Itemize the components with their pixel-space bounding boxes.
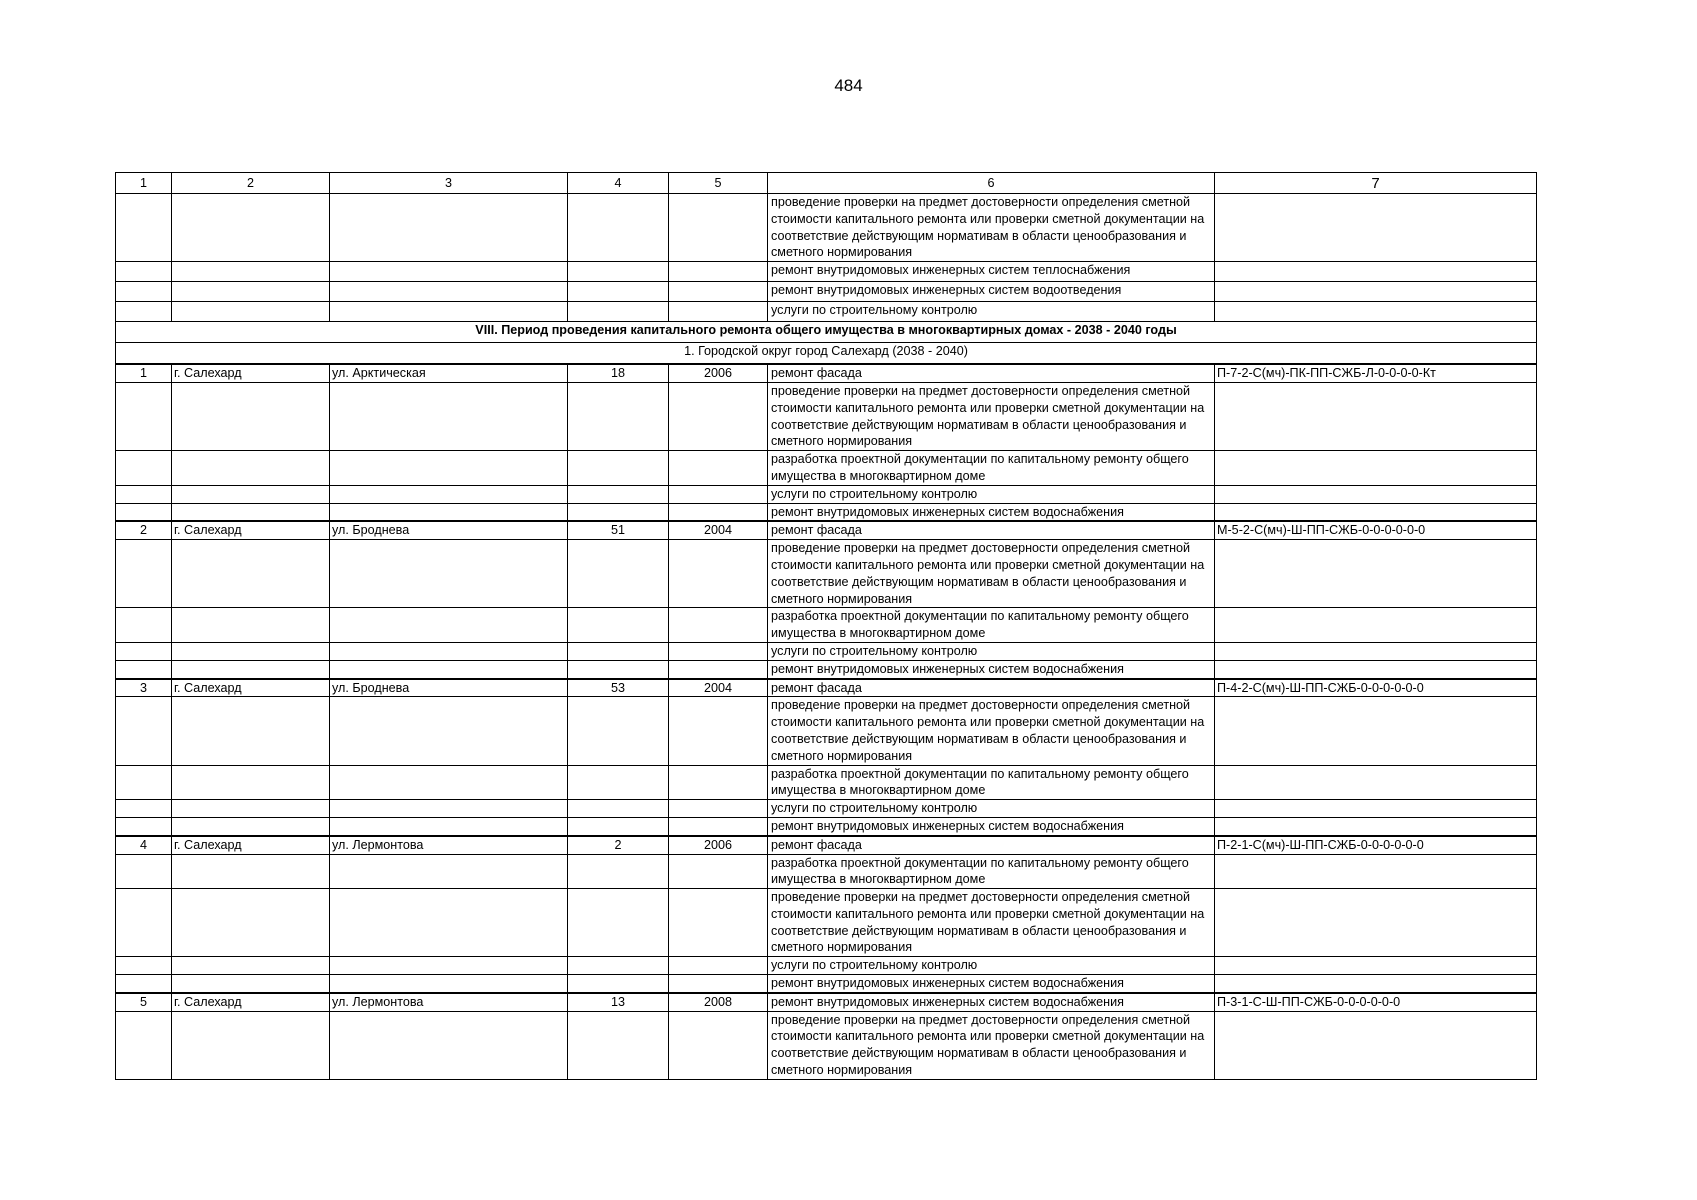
empty-cell — [172, 503, 330, 521]
empty-cell — [116, 1011, 172, 1079]
empty-cell — [568, 485, 669, 503]
object-code-cell: П-4-2-С(мч)-Ш-ПП-СЖБ-0-0-0-0-0-0 — [1215, 679, 1537, 697]
empty-cell — [669, 485, 768, 503]
house-number-cell: 18 — [568, 364, 669, 382]
empty-cell — [330, 642, 568, 660]
work-type-cell: услуги по строительному контролю — [768, 642, 1215, 660]
municipality-cell: г. Салехард — [172, 993, 330, 1011]
empty-cell — [669, 282, 768, 302]
empty-cell — [172, 540, 330, 608]
header-row — [116, 173, 1537, 194]
house-number-cell: 13 — [568, 993, 669, 1011]
work-type-cell: ремонт фасада — [768, 521, 1215, 539]
street-cell: ул. Арктическая — [330, 364, 568, 382]
street-cell: ул. Лермонтова — [330, 993, 568, 1011]
build-year-cell: 2004 — [669, 521, 768, 539]
empty-cell — [172, 608, 330, 643]
empty-cell — [172, 282, 330, 302]
empty-cell — [568, 957, 669, 975]
empty-cell — [669, 889, 768, 957]
house-row — [116, 679, 1537, 697]
object-code-cell — [1215, 282, 1537, 302]
work-type-cell: разработка проектной документации по капитальному ремонту общего имущества в многоквартирном доме — [768, 451, 1215, 486]
empty-cell — [568, 608, 669, 643]
work-type-cell: проведение проверки на предмет достоверности определения сметной стоимости капитального ремонта или проверки сметной документации на соответствие действующим нормативам в области ценообразования и сметного нормирования — [768, 889, 1215, 957]
empty-cell — [330, 503, 568, 521]
empty-cell — [669, 262, 768, 282]
empty-cell — [568, 540, 669, 608]
object-code-cell — [1215, 302, 1537, 322]
work-type-cell: ремонт внутридомовых инженерных систем водоснабжения — [768, 817, 1215, 835]
build-year-cell: 2004 — [669, 679, 768, 697]
empty-cell — [568, 1011, 669, 1079]
empty-cell — [116, 382, 172, 450]
empty-cell — [330, 817, 568, 835]
work-type-cell: ремонт внутридомовых инженерных систем теплоснабжения — [768, 262, 1215, 282]
table-row — [116, 540, 1537, 608]
object-code-cell — [1215, 540, 1537, 608]
empty-cell — [330, 282, 568, 302]
empty-cell — [330, 608, 568, 643]
work-type-cell: разработка проектной документации по капитальному ремонту общего имущества в многоквартирном доме — [768, 854, 1215, 889]
empty-cell — [172, 1011, 330, 1079]
empty-cell — [568, 262, 669, 282]
empty-cell — [568, 765, 669, 800]
empty-cell — [669, 854, 768, 889]
object-code-cell — [1215, 262, 1537, 282]
work-type-cell: услуги по строительному контролю — [768, 302, 1215, 322]
empty-cell — [330, 854, 568, 889]
work-type-cell: ремонт внутридомовых инженерных систем водоснабжения — [768, 975, 1215, 993]
empty-cell — [669, 817, 768, 835]
empty-cell — [172, 485, 330, 503]
empty-cell — [330, 302, 568, 322]
row-number-cell: 3 — [116, 679, 172, 697]
empty-cell — [568, 382, 669, 450]
empty-cell — [116, 957, 172, 975]
subsection-title: 1. Городской округ город Салехард (2038 - 2040) — [116, 343, 1537, 365]
empty-cell — [116, 451, 172, 486]
subsection-title-row — [116, 343, 1537, 365]
empty-cell — [172, 302, 330, 322]
table-row — [116, 382, 1537, 450]
empty-cell — [669, 608, 768, 643]
work-type-cell: проведение проверки на предмет достоверности определения сметной стоимости капитального ремонта или проверки сметной документации на соответствие действующим нормативам в области ценообразования и сметного нормирования — [768, 382, 1215, 450]
work-type-cell: ремонт фасада — [768, 364, 1215, 382]
empty-cell — [330, 697, 568, 765]
empty-cell — [330, 800, 568, 818]
object-code-cell — [1215, 382, 1537, 450]
empty-cell — [669, 1011, 768, 1079]
empty-cell — [669, 660, 768, 678]
object-code-cell — [1215, 194, 1537, 262]
empty-cell — [330, 660, 568, 678]
row-number-cell: 1 — [116, 364, 172, 382]
empty-cell — [330, 765, 568, 800]
empty-cell — [330, 957, 568, 975]
empty-cell — [568, 642, 669, 660]
work-type-cell: ремонт внутридомовых инженерных систем водоснабжения — [768, 660, 1215, 678]
empty-cell — [116, 889, 172, 957]
empty-cell — [568, 889, 669, 957]
header-cell-7: 7 — [1215, 173, 1537, 194]
table-row — [116, 800, 1537, 818]
empty-cell — [116, 975, 172, 993]
house-row — [116, 993, 1537, 1011]
empty-cell — [568, 697, 669, 765]
object-code-cell: П-7-2-С(мч)-ПК-ПП-СЖБ-Л-0-0-0-0-Кт — [1215, 364, 1537, 382]
table-row — [116, 765, 1537, 800]
empty-cell — [669, 765, 768, 800]
object-code-cell — [1215, 957, 1537, 975]
street-cell: ул. Броднева — [330, 521, 568, 539]
empty-cell — [172, 660, 330, 678]
municipality-cell: г. Салехард — [172, 679, 330, 697]
work-type-cell: ремонт внутридомовых инженерных систем водоснабжения — [768, 503, 1215, 521]
object-code-cell — [1215, 451, 1537, 486]
empty-cell — [568, 451, 669, 486]
empty-cell — [116, 302, 172, 322]
empty-cell — [116, 642, 172, 660]
empty-cell — [330, 540, 568, 608]
table-row — [116, 451, 1537, 486]
empty-cell — [172, 194, 330, 262]
table-row — [116, 1011, 1537, 1079]
header-cell-4: 4 — [568, 173, 669, 194]
work-type-cell: ремонт фасада — [768, 836, 1215, 854]
header-cell-1: 1 — [116, 173, 172, 194]
table-row — [116, 660, 1537, 678]
empty-cell — [669, 642, 768, 660]
table-row — [116, 262, 1537, 282]
empty-cell — [116, 262, 172, 282]
empty-cell — [116, 854, 172, 889]
work-type-cell: разработка проектной документации по капитальному ремонту общего имущества в многоквартирном доме — [768, 608, 1215, 643]
empty-cell — [172, 262, 330, 282]
object-code-cell: П-2-1-С(мч)-Ш-ПП-СЖБ-0-0-0-0-0-0 — [1215, 836, 1537, 854]
empty-cell — [568, 854, 669, 889]
row-number-cell: 2 — [116, 521, 172, 539]
table-row — [116, 817, 1537, 835]
work-type-cell: ремонт внутридомовых инженерных систем водоотведения — [768, 282, 1215, 302]
object-code-cell — [1215, 485, 1537, 503]
house-row — [116, 364, 1537, 382]
empty-cell — [330, 485, 568, 503]
table-row — [116, 485, 1537, 503]
empty-cell — [669, 800, 768, 818]
work-type-cell: услуги по строительному контролю — [768, 485, 1215, 503]
house-number-cell: 53 — [568, 679, 669, 697]
table-row — [116, 697, 1537, 765]
empty-cell — [669, 957, 768, 975]
empty-cell — [330, 382, 568, 450]
empty-cell — [568, 503, 669, 521]
object-code-cell — [1215, 817, 1537, 835]
empty-cell — [116, 765, 172, 800]
object-code-cell — [1215, 1011, 1537, 1079]
empty-cell — [172, 854, 330, 889]
build-year-cell: 2008 — [669, 993, 768, 1011]
table-row — [116, 503, 1537, 521]
object-code-cell — [1215, 660, 1537, 678]
municipality-cell: г. Салехард — [172, 364, 330, 382]
empty-cell — [568, 282, 669, 302]
object-code-cell — [1215, 697, 1537, 765]
header-cell-5: 5 — [669, 173, 768, 194]
work-type-cell: проведение проверки на предмет достоверности определения сметной стоимости капитального ремонта или проверки сметной документации на соответствие действующим нормативам в области ценообразования и сметного нормирования — [768, 194, 1215, 262]
empty-cell — [669, 382, 768, 450]
row-number-cell: 4 — [116, 836, 172, 854]
table-row — [116, 302, 1537, 322]
empty-cell — [669, 540, 768, 608]
empty-cell — [568, 194, 669, 262]
empty-cell — [172, 451, 330, 486]
empty-cell — [116, 540, 172, 608]
empty-cell — [669, 302, 768, 322]
object-code-cell — [1215, 975, 1537, 993]
build-year-cell: 2006 — [669, 836, 768, 854]
empty-cell — [669, 697, 768, 765]
object-code-cell — [1215, 854, 1537, 889]
work-type-cell: проведение проверки на предмет достоверности определения сметной стоимости капитального ремонта или проверки сметной документации на соответствие действующим нормативам в области ценообразования и сметного нормирования — [768, 1011, 1215, 1079]
table-row — [116, 854, 1537, 889]
house-row — [116, 521, 1537, 539]
empty-cell — [330, 194, 568, 262]
street-cell: ул. Броднева — [330, 679, 568, 697]
empty-cell — [116, 282, 172, 302]
page-number: 484 — [834, 76, 863, 95]
empty-cell — [568, 975, 669, 993]
table-row — [116, 194, 1537, 262]
empty-cell — [330, 451, 568, 486]
house-number-cell: 51 — [568, 521, 669, 539]
build-year-cell: 2006 — [669, 364, 768, 382]
empty-cell — [568, 800, 669, 818]
empty-cell — [116, 660, 172, 678]
work-type-cell: ремонт внутридомовых инженерных систем водоснабжения — [768, 993, 1215, 1011]
table-row — [116, 608, 1537, 643]
header-cell-6: 6 — [768, 173, 1215, 194]
object-code-cell — [1215, 765, 1537, 800]
object-code-cell — [1215, 503, 1537, 521]
house-row — [116, 836, 1537, 854]
table-row — [116, 957, 1537, 975]
street-cell: ул. Лермонтова — [330, 836, 568, 854]
empty-cell — [669, 503, 768, 521]
empty-cell — [669, 194, 768, 262]
work-type-cell: ремонт фасада — [768, 679, 1215, 697]
municipality-cell: г. Салехард — [172, 521, 330, 539]
empty-cell — [116, 485, 172, 503]
object-code-cell — [1215, 889, 1537, 957]
empty-cell — [568, 817, 669, 835]
header-cell-3: 3 — [330, 173, 568, 194]
empty-cell — [568, 302, 669, 322]
object-code-cell: М-5-2-С(мч)-Ш-ПП-СЖБ-0-0-0-0-0-0 — [1215, 521, 1537, 539]
empty-cell — [172, 382, 330, 450]
row-number-cell: 5 — [116, 993, 172, 1011]
work-type-cell: услуги по строительному контролю — [768, 800, 1215, 818]
empty-cell — [116, 817, 172, 835]
empty-cell — [116, 608, 172, 643]
table-row — [116, 642, 1537, 660]
empty-cell — [330, 1011, 568, 1079]
work-type-cell: проведение проверки на предмет достоверности определения сметной стоимости капитального ремонта или проверки сметной документации на соответствие действующим нормативам в области ценообразования и сметного нормирования — [768, 540, 1215, 608]
empty-cell — [330, 889, 568, 957]
empty-cell — [116, 800, 172, 818]
table-row — [116, 282, 1537, 302]
empty-cell — [172, 697, 330, 765]
repair-schedule-table — [115, 172, 1537, 1080]
empty-cell — [172, 975, 330, 993]
empty-cell — [172, 957, 330, 975]
house-number-cell: 2 — [568, 836, 669, 854]
table-row — [116, 975, 1537, 993]
empty-cell — [172, 642, 330, 660]
work-type-cell: разработка проектной документации по капитальному ремонту общего имущества в многоквартирном доме — [768, 765, 1215, 800]
work-type-cell: услуги по строительному контролю — [768, 957, 1215, 975]
section-title: VIII. Период проведения капитального ремонта общего имущества в многоквартирных домах - 2038 - 2040 годы — [116, 322, 1537, 343]
empty-cell — [172, 889, 330, 957]
empty-cell — [116, 503, 172, 521]
object-code-cell — [1215, 642, 1537, 660]
empty-cell — [568, 660, 669, 678]
empty-cell — [116, 194, 172, 262]
empty-cell — [669, 451, 768, 486]
object-code-cell: П-3-1-С-Ш-ПП-СЖБ-0-0-0-0-0-0 — [1215, 993, 1537, 1011]
empty-cell — [330, 975, 568, 993]
table-row — [116, 889, 1537, 957]
section-title-row — [116, 322, 1537, 343]
object-code-cell — [1215, 800, 1537, 818]
empty-cell — [172, 800, 330, 818]
empty-cell — [172, 817, 330, 835]
empty-cell — [116, 697, 172, 765]
empty-cell — [669, 975, 768, 993]
work-type-cell: проведение проверки на предмет достоверности определения сметной стоимости капитального ремонта или проверки сметной документации на соответствие действующим нормативам в области ценообразования и сметного нормирования — [768, 697, 1215, 765]
object-code-cell — [1215, 608, 1537, 643]
empty-cell — [330, 262, 568, 282]
empty-cell — [172, 765, 330, 800]
header-cell-2: 2 — [172, 173, 330, 194]
municipality-cell: г. Салехард — [172, 836, 330, 854]
